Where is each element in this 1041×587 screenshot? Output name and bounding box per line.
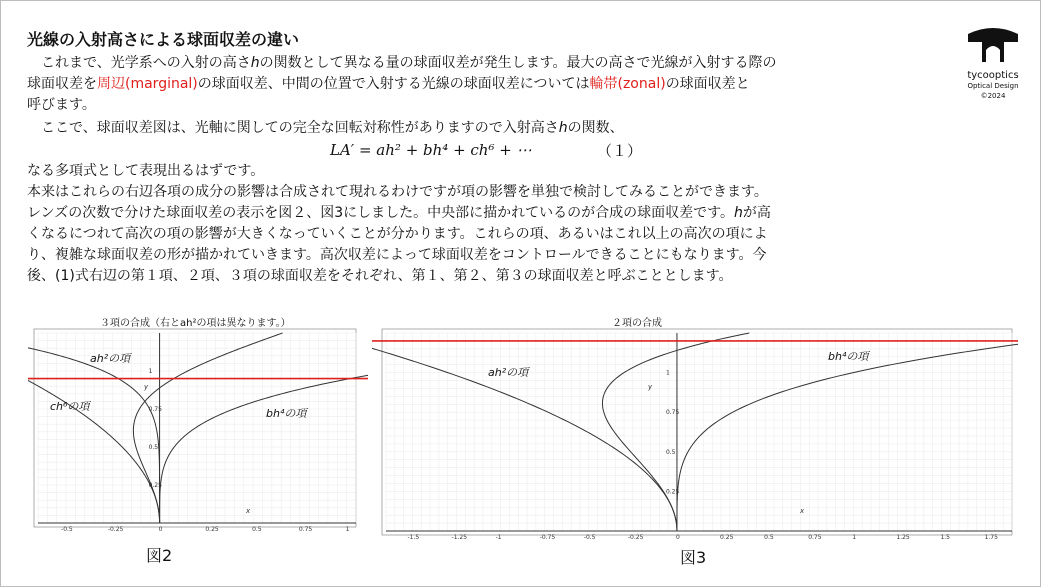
- x-tick-label: 0.25: [720, 534, 734, 540]
- paragraph-1-line-2: 球面収差を周辺(marginal)の球面収差、中間の位置で入射する光線の球面収差については輪帯(zonal)の球面収差と: [27, 76, 750, 92]
- x-tick-label: -0.75: [539, 534, 556, 540]
- x-tick-label: -0.5: [583, 534, 596, 540]
- x-tick-label: 1.25: [896, 534, 910, 540]
- x-tick-label: 0: [158, 526, 163, 533]
- equation-number: （１）: [597, 142, 643, 160]
- figure-2-plot: [28, 315, 368, 535]
- figure-2: [28, 315, 368, 539]
- page-title: 光線の入射高さによる球面収差の違い: [27, 30, 300, 49]
- figure-3-label-bh4: bh⁴の項: [828, 350, 869, 363]
- paragraph-1-line-1: これまで、光学系への入射の高さhの関数として異なる量の球面収差が発生します。最大の高さで光線が入射する際の: [27, 55, 777, 71]
- figure-2-axis-x: x: [246, 507, 251, 515]
- figure-3: [372, 315, 1018, 544]
- y-tick-label: 0.25: [665, 488, 680, 496]
- figure-2-axis-y: y: [144, 383, 149, 391]
- y-tick-label: 0.5: [148, 444, 159, 451]
- y-tick-label: 1: [148, 368, 153, 375]
- y-tick-label: 1: [665, 369, 670, 377]
- figure-3-title: ２項の合成: [612, 318, 662, 329]
- y-tick-label: 0.75: [665, 409, 680, 417]
- figure-2-title: ３項の合成（右とah²の項は異なります。）: [100, 318, 291, 329]
- paragraph-2-line-2: なる多項式として表現出るはずです。: [27, 163, 265, 179]
- marginal-term: 周辺(marginal): [97, 76, 198, 92]
- logo-name: tycooptics: [967, 70, 1019, 81]
- figure-2-label-bh4: bh⁴の項: [266, 407, 307, 420]
- zonal-term: 輪帯(zonal): [589, 76, 666, 92]
- tycooptics-logo-icon: [966, 24, 1020, 64]
- x-tick-label: -0.25: [107, 526, 124, 533]
- figure-2-caption: 図2: [146, 546, 173, 565]
- x-tick-label: 0.25: [205, 526, 219, 533]
- x-tick-label: 1.75: [984, 534, 998, 540]
- logo-copyright: ©2024: [980, 92, 1006, 100]
- figure-3-axis-x: x: [800, 507, 805, 515]
- x-tick-label: -0.25: [627, 534, 644, 540]
- figure-2-label-ah2: ah²の項: [90, 352, 131, 365]
- figure-3-plot: [372, 315, 1018, 540]
- x-tick-label: -0.5: [61, 526, 73, 533]
- x-tick-label: 0.5: [252, 526, 262, 533]
- x-tick-label: 0.5: [764, 534, 774, 540]
- figure-3-label-ah2: ah²の項: [488, 366, 529, 379]
- x-tick-label: -1: [495, 534, 502, 540]
- logo-sub: Optical Design: [967, 82, 1019, 90]
- x-tick-label: -1.5: [407, 534, 420, 540]
- x-tick-label: 0: [675, 534, 680, 540]
- paragraph-3-line-5: 後、(1)式右辺の第１項、２項、３項の球面収差をそれぞれ、第１、第２、第３の球面収差と呼ぶこととします。: [27, 268, 733, 284]
- x-tick-label: -1.25: [451, 534, 468, 540]
- y-tick-label: 0.25: [148, 482, 162, 489]
- x-tick-label: 0.75: [298, 526, 313, 533]
- paragraph-3-line-3: くなるにつれて高次の項の影響が大きくなっていくことが分かります。これらの項、あるいはこれ以上の高次の項によ: [27, 226, 768, 242]
- paragraph-1-line-3: 呼びます。: [27, 97, 96, 113]
- y-tick-label: 0.75: [148, 406, 162, 413]
- figure-3-caption: 図3: [680, 548, 707, 567]
- paragraph-3-line-2: レンズの次数で分けた球面収差の表示を図２、図3にしました。中央部に描かれているのが合成の球面収差です。hが高: [27, 205, 771, 221]
- x-tick-label: 1: [852, 534, 857, 540]
- logo: [960, 24, 1026, 101]
- paragraph-2-line-1: ここで、球面収差図は、光軸に関しての完全な回転対称性がありますので入射高さhの関数、: [27, 120, 624, 136]
- x-tick-label: 1.5: [940, 534, 951, 540]
- equation: LA′ = ah² + bh⁴ + ch⁶ + ⋯: [330, 141, 532, 159]
- y-tick-label: 0.5: [665, 448, 676, 456]
- paragraph-3-line-4: り、複雑な球面収差の形が描かれていきます。高次収差によって球面収差をコントロールできることにもなります。今: [27, 247, 767, 263]
- figure-3-axis-y: y: [648, 383, 653, 391]
- x-tick-label: 0.75: [808, 534, 822, 540]
- paragraph-3-line-1: 本来はこれらの右辺各項の成分の影響は合成されて現れるわけですが項の影響を単独で検討してみることができます。: [27, 184, 768, 200]
- x-tick-label: 1: [345, 526, 350, 533]
- figure-2-label-ch6: ch⁶の項: [50, 400, 90, 413]
